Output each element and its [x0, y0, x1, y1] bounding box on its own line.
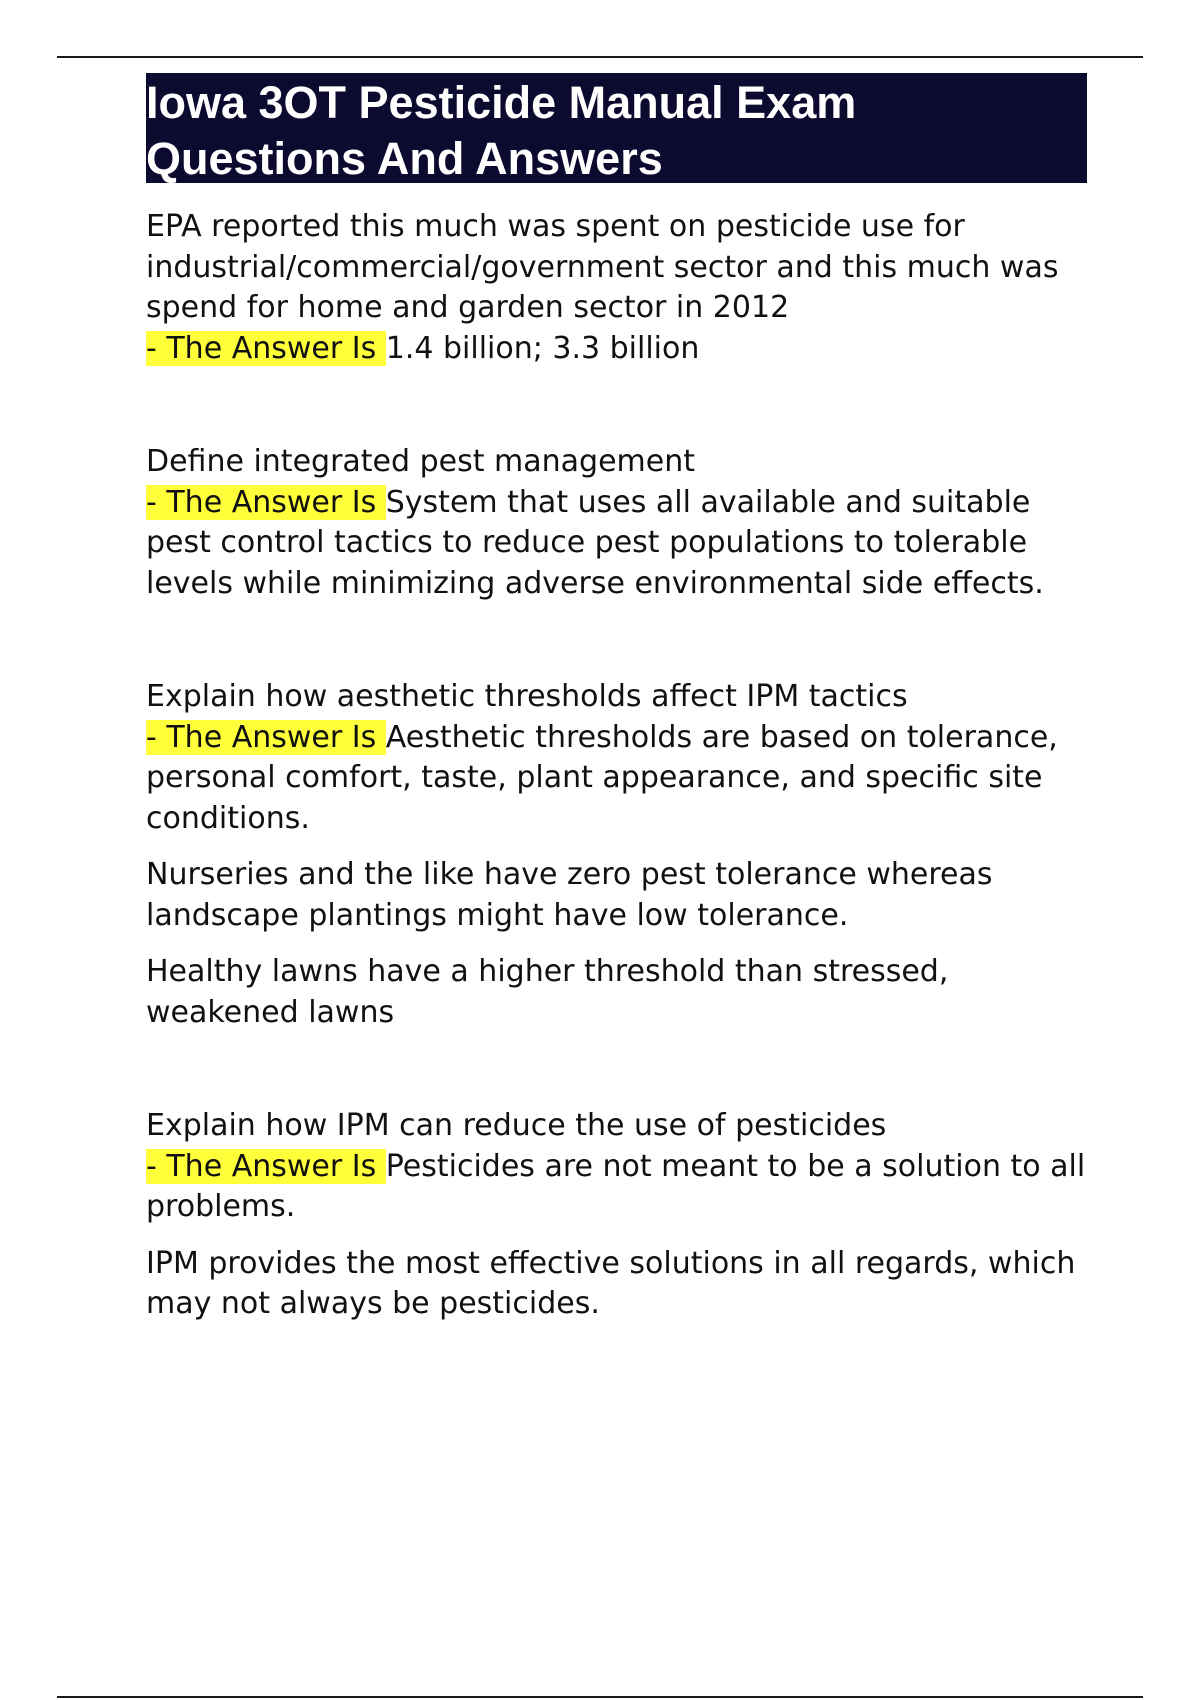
answer-prefix: - The Answer Is [146, 1148, 386, 1184]
qa-item-3 [146, 677, 1096, 1033]
answer-text: Aesthetic thresholds are based on tolerance, personal comfort, taste, plant appearance, and specific site conditions. [146, 719, 1058, 836]
answer-prefix: - The Answer Is [146, 719, 386, 755]
qa-list [146, 207, 1096, 1325]
qa-spacer [146, 604, 1096, 677]
question-text: Define integrated pest management [146, 444, 695, 479]
answer-extra-paragraph: IPM provides the most effective solutions in all regards, which may not always be pesticides. [146, 1245, 1076, 1321]
bottom-divider [57, 1696, 1143, 1698]
qa-spacer [146, 369, 1096, 442]
answer-extra-paragraph: Healthy lawns have a higher threshold than stressed, weakened lawns [146, 954, 949, 1030]
answer-line [146, 718, 1096, 840]
answer-line [146, 329, 1096, 370]
qa-spacer [146, 1033, 1096, 1106]
qa-item-1 [146, 207, 1096, 369]
answer-prefix: - The Answer Is [146, 330, 386, 366]
title-banner [146, 73, 1087, 183]
question-text: EPA reported this much was spent on pesticide use for industrial/commercial/government sector and this much was spend for home and garden sector in 2012 [146, 209, 1059, 325]
answer-line [146, 1147, 1096, 1228]
answer-prefix: - The Answer Is [146, 484, 386, 520]
answer-line [146, 483, 1096, 605]
qa-item-2 [146, 442, 1096, 604]
answer-text: System that uses all available and suitable pest control tactics to reduce pest populations to tolerable levels while minimizing adverse environmental side effects. [146, 484, 1044, 601]
question-text: Explain how aesthetic thresholds affect IPM tactics [146, 679, 908, 714]
document-title: Iowa 3OT Pesticide Manual Exam Questions And Answers [146, 77, 857, 184]
answer-text: Pesticides are not meant to be a solution to all problems. [146, 1148, 1086, 1224]
qa-item-4 [146, 1106, 1096, 1325]
question-text: Explain how IPM can reduce the use of pesticides [146, 1108, 887, 1143]
top-divider [57, 56, 1143, 58]
answer-text: 1.4 billion; 3.3 billion [385, 330, 700, 366]
answer-extra-paragraph: Nurseries and the like have zero pest tolerance whereas landscape plantings might have low tolerance. [146, 857, 993, 933]
